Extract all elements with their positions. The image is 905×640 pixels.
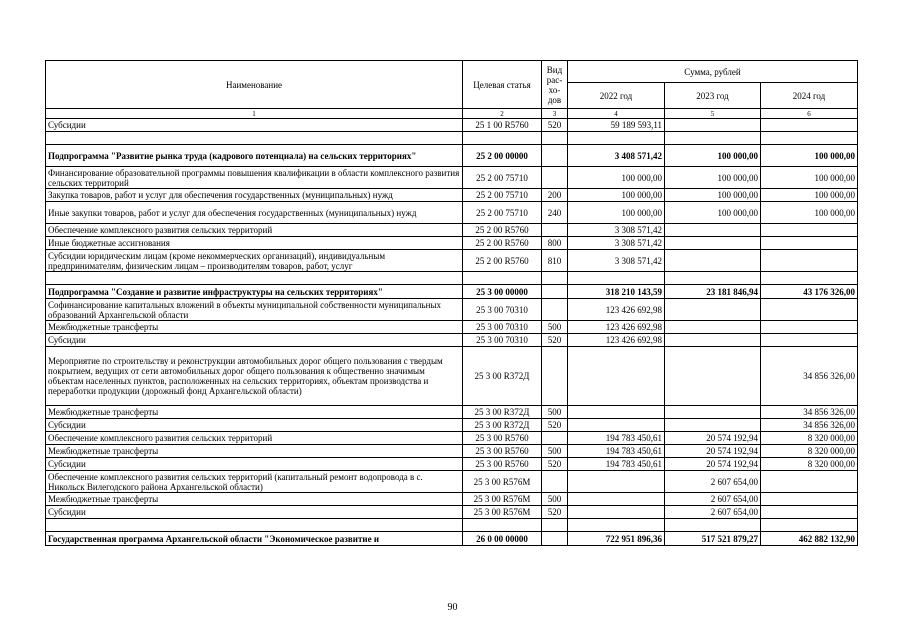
- table-row: [46, 224, 858, 237]
- cell-y2024: 34 856 326,00: [761, 419, 858, 432]
- cell-code: 25 3 00 R576М: [463, 471, 542, 493]
- cell-name: Обеспечение комплексного развития сельских территорий (капитальный ремонт водопровода в с. Никольск Вилегодского района Архангельской области): [46, 471, 463, 493]
- cell-y2022: [568, 347, 665, 406]
- cell-code: 25 3 00 R5760: [463, 445, 542, 458]
- cell-y2022: 123 426 692,98: [568, 321, 665, 334]
- cell-y2022: [568, 506, 665, 519]
- cell-code: 25 2 00 75710: [463, 167, 542, 189]
- cell-y2024: 100 000,00: [761, 202, 858, 224]
- cell-y2024: 8 320 000,00: [761, 458, 858, 471]
- cell-y2022: 194 783 450,61: [568, 432, 665, 445]
- cell-code: 25 3 00 R5760: [463, 432, 542, 445]
- cell-y2022: [568, 471, 665, 493]
- table-row: [46, 250, 858, 272]
- cell-y2022: 100 000,00: [568, 202, 665, 224]
- cell-y2023: 2 607 654,00: [665, 493, 761, 506]
- cell-name: Субсидии юридическим лицам (кроме некоммерческих организаций), индивидуальным предпринимателям, физическим лицам – производителям товаров, работ, услуг: [46, 250, 463, 272]
- cell-code: 25 2 00 75710: [463, 202, 542, 224]
- column-number-row: [46, 109, 858, 119]
- cell-name: Обеспечение комплексного развития сельских территорий: [46, 224, 463, 237]
- table-row: [46, 237, 858, 250]
- cell-y2023: [665, 519, 761, 532]
- cell-vid: [542, 272, 568, 285]
- cell-name: Закупка товаров, работ и услуг для обеспечения государственных (муниципальных) нужд: [46, 189, 463, 202]
- cell-y2023: 2 607 654,00: [665, 471, 761, 493]
- cell-name: Софинансирование капитальных вложений в объекты муниципальной собственности муниципальных образований Архангельской области: [46, 299, 463, 321]
- cell-y2024: 100 000,00: [761, 167, 858, 189]
- table-row: [46, 419, 858, 432]
- cell-y2024: [761, 506, 858, 519]
- cell-name: Межбюджетные трансферты: [46, 493, 463, 506]
- cell-name: Субсидии: [46, 334, 463, 347]
- cell-y2022: 100 000,00: [568, 167, 665, 189]
- cell-y2024: [761, 493, 858, 506]
- column-number: 1: [46, 109, 463, 119]
- cell-y2022: 722 951 896,36: [568, 532, 665, 546]
- cell-code: [463, 272, 542, 285]
- cell-y2024: [761, 132, 858, 145]
- cell-vid: [542, 532, 568, 546]
- cell-vid: [542, 132, 568, 145]
- cell-y2023: [665, 272, 761, 285]
- cell-vid: 500: [542, 406, 568, 419]
- cell-y2024: [761, 471, 858, 493]
- column-number: 6: [761, 109, 858, 119]
- header-year-2024: 2024 год: [761, 83, 858, 109]
- header-year-2022: 2022 год: [568, 83, 665, 109]
- cell-name: Мероприятие по строительству и реконструкции автомобильных дорог общего пользования с твердым покрытием, ведущих от сети автомобильных дорог общего пользования к общественно значимым объектам населенных пунктов, расположенных на сельских территориях, объектам производства и переработки продукции (дорожный фонд Архангельской области): [46, 347, 463, 406]
- header-year-2023: 2023 год: [665, 83, 761, 109]
- cell-y2022: 3 308 571,42: [568, 224, 665, 237]
- cell-vid: 500: [542, 493, 568, 506]
- cell-y2023: 100 000,00: [665, 189, 761, 202]
- cell-code: 25 3 00 70310: [463, 299, 542, 321]
- table-row: [46, 347, 858, 406]
- cell-name: Обеспечение комплексного развития сельских территорий: [46, 432, 463, 445]
- cell-vid: [542, 285, 568, 299]
- header-name: Наименование: [46, 61, 463, 109]
- cell-y2023: [665, 250, 761, 272]
- table-row: [46, 167, 858, 189]
- cell-vid: [542, 471, 568, 493]
- cell-name: Межбюджетные трансферты: [46, 321, 463, 334]
- cell-code: 25 3 00 00000: [463, 285, 542, 299]
- cell-y2022: [568, 519, 665, 532]
- table-row: [46, 145, 858, 167]
- table-row: [46, 445, 858, 458]
- table-row: [46, 519, 858, 532]
- cell-y2024: [761, 272, 858, 285]
- cell-y2023: 23 181 846,94: [665, 285, 761, 299]
- cell-vid: 520: [542, 419, 568, 432]
- table-row: [46, 272, 858, 285]
- cell-name: Субсидии: [46, 458, 463, 471]
- cell-y2024: 462 882 132,90: [761, 532, 858, 546]
- cell-y2023: 2 607 654,00: [665, 506, 761, 519]
- table-row: [46, 334, 858, 347]
- cell-vid: 240: [542, 202, 568, 224]
- column-number: 4: [568, 109, 665, 119]
- cell-name: Подпрограмма "Создание и развитие инфраструктуры на сельских территориях": [46, 285, 463, 299]
- cell-y2023: [665, 224, 761, 237]
- cell-y2024: [761, 519, 858, 532]
- cell-y2022: [568, 132, 665, 145]
- table-row: [46, 506, 858, 519]
- header-vid: Вид рас-хо-дов: [542, 61, 568, 109]
- cell-vid: 520: [542, 506, 568, 519]
- cell-name: Государственная программа Архангельской области "Экономическое развитие и: [46, 532, 463, 546]
- cell-y2024: 43 176 326,00: [761, 285, 858, 299]
- cell-code: 25 3 00 70310: [463, 334, 542, 347]
- cell-y2023: 517 521 879,27: [665, 532, 761, 546]
- cell-y2022: [568, 493, 665, 506]
- cell-vid: [542, 347, 568, 406]
- cell-name: Межбюджетные трансферты: [46, 445, 463, 458]
- table-row: [46, 532, 858, 546]
- cell-y2024: [761, 250, 858, 272]
- cell-y2022: 100 000,00: [568, 189, 665, 202]
- cell-name: Субсидии: [46, 419, 463, 432]
- cell-code: 25 3 00 R576М: [463, 506, 542, 519]
- header-target: Целевая статья: [463, 61, 542, 109]
- cell-y2023: [665, 299, 761, 321]
- cell-y2023: [665, 237, 761, 250]
- cell-y2022: 3 408 571,42: [568, 145, 665, 167]
- cell-code: 26 0 00 00000: [463, 532, 542, 546]
- cell-y2022: 123 426 692,98: [568, 299, 665, 321]
- cell-code: 25 2 00 R5760: [463, 250, 542, 272]
- cell-y2024: [761, 299, 858, 321]
- cell-vid: [542, 145, 568, 167]
- cell-y2024: [761, 224, 858, 237]
- cell-y2024: 100 000,00: [761, 189, 858, 202]
- cell-code: 25 2 00 R5760: [463, 224, 542, 237]
- cell-vid: 500: [542, 321, 568, 334]
- cell-y2022: 123 426 692,98: [568, 334, 665, 347]
- cell-y2022: 194 783 450,61: [568, 458, 665, 471]
- cell-y2023: 20 574 192,94: [665, 458, 761, 471]
- table-row: [46, 458, 858, 471]
- cell-y2022: 3 308 571,42: [568, 250, 665, 272]
- cell-y2024: 8 320 000,00: [761, 432, 858, 445]
- cell-vid: [542, 224, 568, 237]
- cell-y2023: 100 000,00: [665, 145, 761, 167]
- cell-name: Межбюджетные трансферты: [46, 406, 463, 419]
- cell-y2024: [761, 334, 858, 347]
- cell-y2022: 59 189 593,11: [568, 119, 665, 132]
- cell-vid: [542, 299, 568, 321]
- cell-code: 25 3 00 R5760: [463, 458, 542, 471]
- cell-code: 25 2 00 R5760: [463, 237, 542, 250]
- table-row: [46, 202, 858, 224]
- cell-code: 25 3 00 R372Д: [463, 347, 542, 406]
- cell-name: Субсидии: [46, 119, 463, 132]
- cell-y2023: [665, 406, 761, 419]
- cell-code: 25 3 00 R372Д: [463, 419, 542, 432]
- cell-y2023: [665, 419, 761, 432]
- cell-vid: 520: [542, 334, 568, 347]
- cell-y2022: 3 308 571,42: [568, 237, 665, 250]
- table-row: [46, 285, 858, 299]
- cell-y2024: 34 856 326,00: [761, 406, 858, 419]
- cell-vid: [542, 167, 568, 189]
- cell-vid: 520: [542, 119, 568, 132]
- cell-vid: [542, 432, 568, 445]
- cell-code: 25 2 00 00000: [463, 145, 542, 167]
- cell-vid: 800: [542, 237, 568, 250]
- cell-y2022: 318 210 143,59: [568, 285, 665, 299]
- cell-code: [463, 519, 542, 532]
- cell-y2023: [665, 132, 761, 145]
- cell-y2022: [568, 419, 665, 432]
- cell-code: 25 3 00 70310: [463, 321, 542, 334]
- cell-name: Субсидии: [46, 506, 463, 519]
- cell-y2024: [761, 321, 858, 334]
- table-row: [46, 189, 858, 202]
- cell-name: Иные бюджетные ассигнования: [46, 237, 463, 250]
- cell-code: 25 3 00 R576М: [463, 493, 542, 506]
- cell-name: [46, 132, 463, 145]
- cell-code: 25 2 00 75710: [463, 189, 542, 202]
- cell-name: Иные закупки товаров, работ и услуг для обеспечения государственных (муниципальных) нужд: [46, 202, 463, 224]
- cell-y2022: [568, 406, 665, 419]
- cell-y2022: 194 783 450,61: [568, 445, 665, 458]
- table-row: [46, 493, 858, 506]
- cell-y2023: 100 000,00: [665, 202, 761, 224]
- cell-vid: 810: [542, 250, 568, 272]
- table-row: [46, 299, 858, 321]
- cell-vid: 500: [542, 445, 568, 458]
- cell-code: [463, 132, 542, 145]
- column-number: 3: [542, 109, 568, 119]
- cell-code: 25 3 00 R372Д: [463, 406, 542, 419]
- cell-y2024: 100 000,00: [761, 145, 858, 167]
- table-row: [46, 119, 858, 132]
- cell-y2022: [568, 272, 665, 285]
- cell-y2024: 8 320 000,00: [761, 445, 858, 458]
- header-sum: Сумма, рублей: [568, 61, 858, 83]
- cell-y2024: [761, 119, 858, 132]
- table-row: [46, 132, 858, 145]
- cell-y2023: [665, 119, 761, 132]
- column-number: 2: [463, 109, 542, 119]
- cell-name: [46, 272, 463, 285]
- cell-y2023: 20 574 192,94: [665, 445, 761, 458]
- budget-table: [45, 60, 858, 546]
- cell-vid: 200: [542, 189, 568, 202]
- table-row: [46, 321, 858, 334]
- cell-vid: [542, 519, 568, 532]
- column-number: 5: [665, 109, 761, 119]
- cell-y2024: [761, 237, 858, 250]
- cell-name: Финансирование образовательной программы повышения квалификации в области комплексного развития сельских территорий: [46, 167, 463, 189]
- cell-y2023: 100 000,00: [665, 167, 761, 189]
- cell-y2023: [665, 334, 761, 347]
- page-number: 90: [447, 602, 458, 613]
- cell-y2023: [665, 347, 761, 406]
- cell-code: 25 1 00 R5760: [463, 119, 542, 132]
- cell-name: Подпрограмма "Развитие рынка труда (кадрового потенциала) на сельских территориях": [46, 145, 463, 167]
- table-row: [46, 432, 858, 445]
- cell-y2023: 20 574 192,94: [665, 432, 761, 445]
- cell-vid: 520: [542, 458, 568, 471]
- table-row: [46, 471, 858, 493]
- cell-name: [46, 519, 463, 532]
- cell-y2024: 34 856 326,00: [761, 347, 858, 406]
- cell-y2023: [665, 321, 761, 334]
- table-row: [46, 406, 858, 419]
